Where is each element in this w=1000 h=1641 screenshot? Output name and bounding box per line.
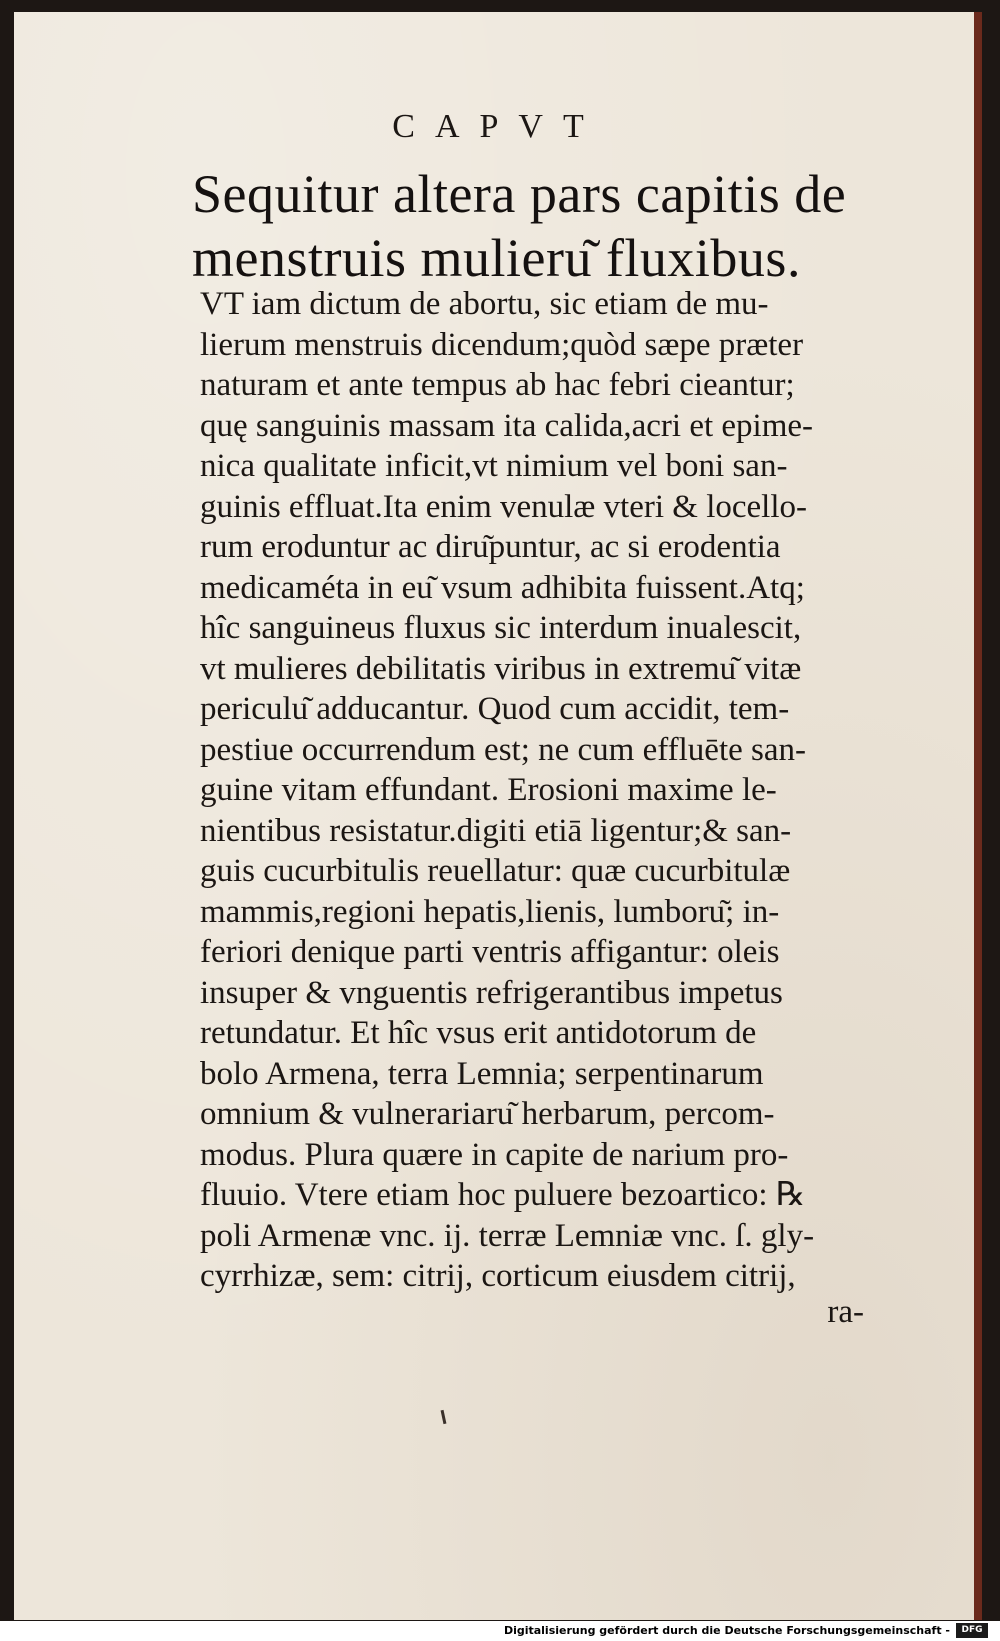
running-head: CAPVT <box>392 108 604 145</box>
text-line: medicaméta in eu͂ vsum adhibita fuissent.Atq; <box>200 569 805 606</box>
text-line: hîc sanguineus fluxus sic interdum inualescit, <box>200 610 802 646</box>
text-line: cyrrhizæ, sem: citrij, corticum eiusdem citrij, <box>200 1258 796 1294</box>
text-line: nientibus resistatur.digiti etiā ligentur;& san- <box>200 812 792 849</box>
text-line: guis cucurbitulis reuellatur: quæ cucurbitulæ <box>200 853 791 889</box>
chapter-title-line: Sequitur altera pars capitis de <box>192 164 847 224</box>
text-line: guinis effluat.Ita enim venulæ vteri & locello- <box>200 488 807 525</box>
text-line: retundatur. Et hîc vsus erit antidotorum de <box>200 1015 757 1051</box>
text-line: naturam et ante tempus ab hac febri cieantur; <box>200 367 795 403</box>
text-line: rum eroduntur ac diru͂puntur, ac si erodentia <box>200 529 781 565</box>
footer-credit: Digitalisierung gefördert durch die Deutsche Forschungsgemeinschaft - <box>503 1624 950 1637</box>
text-line: bolo Armena, terra Lemnia; serpentinarum <box>200 1055 764 1092</box>
chapter-title-line: menstruis mulieru͂ fluxibus. <box>192 228 801 288</box>
text-line: VT iam dictum de abortu, sic etiam de mu- <box>200 286 769 322</box>
ink-mark <box>441 1410 447 1424</box>
text-line: modus. Plura quære in capite de narium pro- <box>200 1136 789 1173</box>
catchword: ra- <box>827 1294 864 1330</box>
text-line: pestiue occurrendum est; ne cum effluēte san- <box>200 731 806 768</box>
text-line: poli Armenæ vnc. ij. terræ Lemniæ vnc. ſ. gly- <box>200 1217 815 1254</box>
text-line: omnium & vulnerariaru͂ herbarum, percom- <box>200 1096 775 1132</box>
text-line: lierum menstruis dicendum;quòd sæpe præter <box>200 326 804 363</box>
dfg-logo: DFG <box>956 1623 988 1638</box>
text-line: feriori denique parti ventris affigantur: oleis <box>200 934 780 970</box>
text-line: quę sanguinis massam ita calida,acri et epime- <box>200 407 814 444</box>
text-line: guine vitam effundant. Erosioni maxime le- <box>200 772 777 808</box>
text-line: insuper & vnguentis refrigerantibus impetus <box>200 974 783 1011</box>
text-line: vt mulieres debilitatis viribus in extremu͂ vitæ <box>200 650 802 687</box>
book-page <box>14 12 982 1620</box>
text-line: nica qualitate inficit,vt nimium vel boni san- <box>200 448 788 484</box>
chapter-title <box>192 162 912 290</box>
text-line: periculu͂ adducantur. Quod cum accidit, tem- <box>200 691 790 727</box>
text-line: fluuio. Vtere etiam hoc puluere bezoartico: ℞ <box>200 1177 806 1213</box>
body-text <box>200 284 916 1297</box>
text-line: mammis,regioni hepatis,lienis, lumboru͂; in- <box>200 893 780 930</box>
